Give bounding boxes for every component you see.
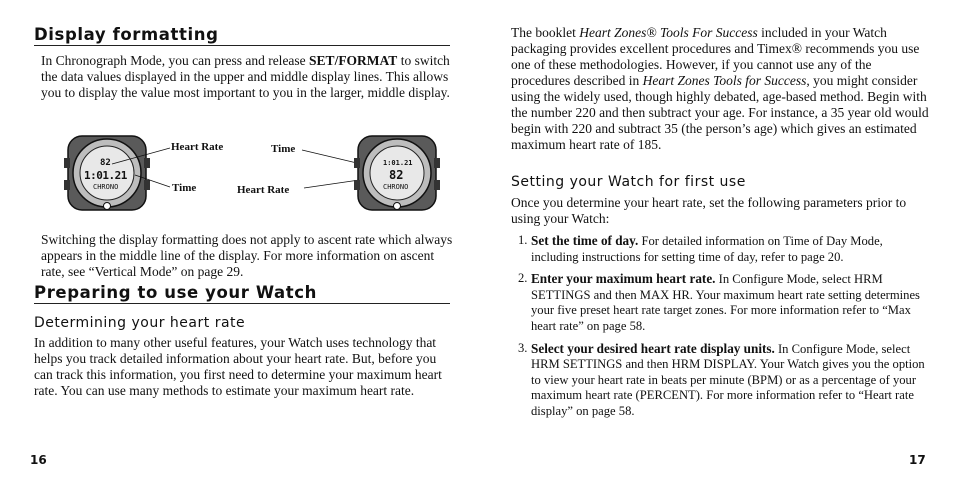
step-title: Select your desired heart rate display units. <box>531 340 775 356</box>
left-watch-screen-bottom: CHRONO <box>93 183 119 191</box>
subheading-setting-first-use: Setting your Watch for first use <box>511 174 746 190</box>
step-text: In Configure Mode, select HRM SETTINGS and then HRM DISPLAY. Your Watch gives you the option to view your heart rate in beats per minute (BPM) or as a percentage of your maximum heart rate (PERCENT). For more information refer to “Heart rate display” on page 58. <box>531 341 925 418</box>
label-heart-rate-top: Heart Rate <box>171 141 224 153</box>
para-text: to switch the data values displayed in the upper and middle display lines. This allows you to display the value most important to you in the larger, middle display. <box>41 53 450 100</box>
right-watch-screen-top: 1:01.21 <box>383 159 413 167</box>
subheading-determining-heart-rate: Determining your heart rate <box>34 315 246 331</box>
para-text: In Chronograph Mode, you can press and release <box>41 53 310 68</box>
para-text: included in your Watch packaging provides excellent procedures and Timex® recommends you use one of these methodologies. However, if you cannot use any of the procedures described in <box>511 25 920 88</box>
step-title: Set the time of day. <box>531 233 639 248</box>
label-time-top: Time <box>271 143 296 155</box>
ascent-rate-paragraph: Switching the display formatting does not apply to ascent rate which always appears in the middle line of the display. For more information on ascent rate, see “Vertical Mode” on page 29. <box>41 232 453 279</box>
list-item <box>511 271 931 334</box>
step-number: 3. <box>518 340 528 355</box>
left-watch-screen-top: 82 <box>100 158 111 168</box>
setup-intro-paragraph: Once you determine your heart rate, set the following parameters prior to using your Watch: <box>511 195 907 226</box>
list-item <box>511 233 931 265</box>
step-text: In Configure Mode, select HRM SETTINGS and then MAX HR. Your maximum heart rate setting determines your five preset heart rate target zones. For more information refer to “Max heart rate” on page 58. <box>531 272 920 333</box>
watch-figure <box>0 120 477 230</box>
step-title: Enter your maximum heart rate. <box>531 271 716 287</box>
para-text: , you might consider using the widely used, though highly debated, age-based method. Begin with the number 220 and then subtract your age. For instance, a 35 year old would begin with 220 and subtract 35 (the person’s age) which gives an estimated maximum heart rate of 185. <box>511 73 929 152</box>
page-number-right: 17 <box>909 453 926 467</box>
display-formatting-paragraph <box>41 53 453 101</box>
page-number-left: 16 <box>30 453 47 467</box>
step-number: 1. <box>518 233 528 247</box>
right-watch-screen-mid: 82 <box>389 168 404 182</box>
left-watch-screen-mid: 1:01.21 <box>84 169 127 182</box>
setup-steps-list <box>511 233 931 420</box>
heading-display-formatting: Display formatting <box>34 25 450 46</box>
heart-zones-paragraph <box>511 25 929 153</box>
label-time-bottom: Time <box>172 182 197 194</box>
booklet-title: Heart Zones® Tools For Success <box>579 25 758 40</box>
label-heart-rate-bottom: Heart Rate <box>237 184 290 196</box>
step-text: For detailed information on Time of Day Mode, including instructions for setting time of day, refer to page 20. <box>531 234 883 264</box>
set-format-button-name: SET/FORMAT <box>309 53 398 68</box>
right-page <box>477 0 954 477</box>
heart-rate-intro-paragraph: In addition to many other useful features, your Watch uses technology that helps you track detailed information about your heart rate. But, before you can track this information, you first need to determine your maximum heart rate. You can use many methods to estimate your maximum heart rate. <box>34 335 442 398</box>
para-text: The booklet <box>511 25 580 40</box>
heading-preparing: Preparing to use your Watch <box>34 283 450 304</box>
booklet-title-2: Heart Zones Tools for Success <box>642 73 807 88</box>
list-item <box>511 341 931 420</box>
step-number: 2. <box>518 271 528 286</box>
right-watch-screen-bottom: CHRONO <box>383 183 409 191</box>
